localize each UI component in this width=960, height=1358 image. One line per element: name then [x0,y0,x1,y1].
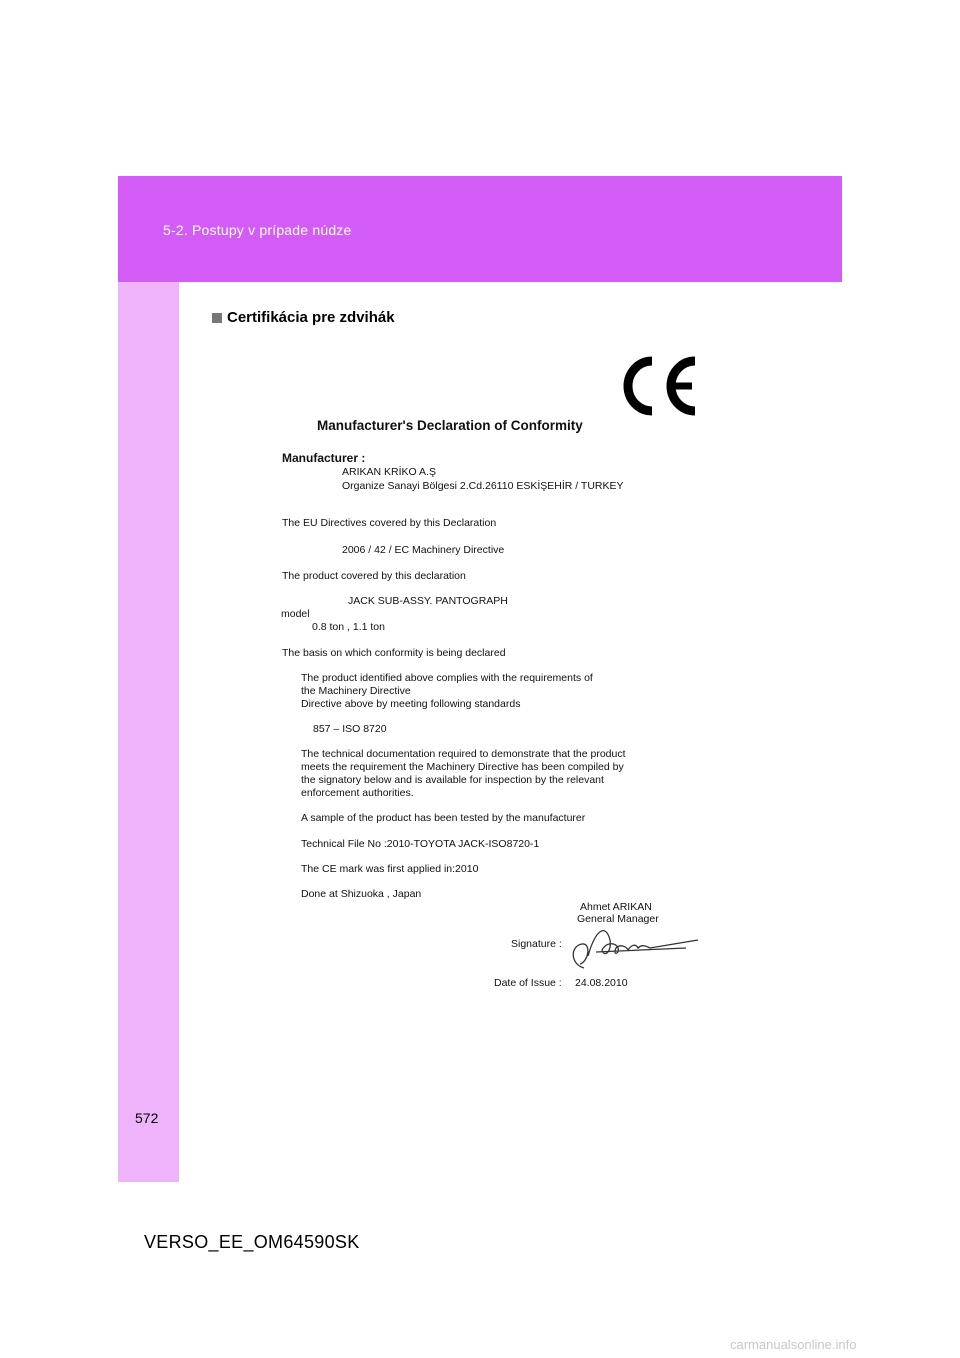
technical-line: The technical documentation required to demonstrate that the product [301,748,626,760]
manufacturer-label: Manufacturer : [282,451,366,465]
basis-label: The basis on which conformity is being declared [282,647,506,659]
manufacturer-name: ARIKAN KRİKO A.Ş [342,466,436,478]
directive: 2006 / 42 / EC Machinery Directive [342,544,505,556]
ce-applied: The CE mark was first applied in:2010 [301,863,479,875]
basis-line: The product identified above complies with the requirements of [301,672,593,684]
sample-line: A sample of the product has been tested by the manufacturer [301,812,586,824]
technical-line: the signatory below and is available for inspection by the relevant [301,774,604,786]
model-label: model [281,608,310,620]
signatory-title: General Manager [577,913,659,925]
ce-mark-icon [620,355,700,417]
product-name: JACK SUB-ASSY. PANTOGRAPH [348,595,508,607]
product-label: The product covered by this declaration [282,570,466,582]
signatory-name: Ahmet ARIKAN [580,901,652,913]
basis-line: the Machinery Directive [301,685,411,697]
basis-line: Directive above by meeting following standards [301,698,521,710]
technical-line: enforcement authorities. [301,787,414,799]
chapter-title: 5-2. Postupy v prípade núdze [163,222,352,238]
section-heading-text: Certifikácia pre zdvihák [227,309,395,326]
footer-document-code: VERSO_EE_OM64590SK [144,1232,360,1252]
signature-label: Signature : [511,938,562,950]
manufacturer-address: Organize Sanayi Bölgesi 2.Cd.26110 ESKİŞEHİR / TURKEY [342,480,624,492]
watermark: carmanualsonline.info [730,1337,857,1352]
page-number: 572 [135,1110,159,1126]
date-value: 24.08.2010 [575,977,628,989]
technical-line: meets the requirement the Machinery Directive has been compiled by [301,761,624,773]
model-values: 0.8 ton , 1.1 ton [312,621,385,633]
technical-file: Technical File No :2010-TOYOTA JACK-ISO8720-1 [301,838,540,850]
standard: 857 – ISO 8720 [313,723,387,735]
directives-label: The EU Directives covered by this Declaration [282,517,497,529]
date-label: Date of Issue : [494,977,562,989]
certificate-title: Manufacturer's Declaration of Conformity [317,418,583,433]
done-at: Done at Shizuoka , Japan [301,888,422,900]
handwritten-signature [566,918,702,974]
